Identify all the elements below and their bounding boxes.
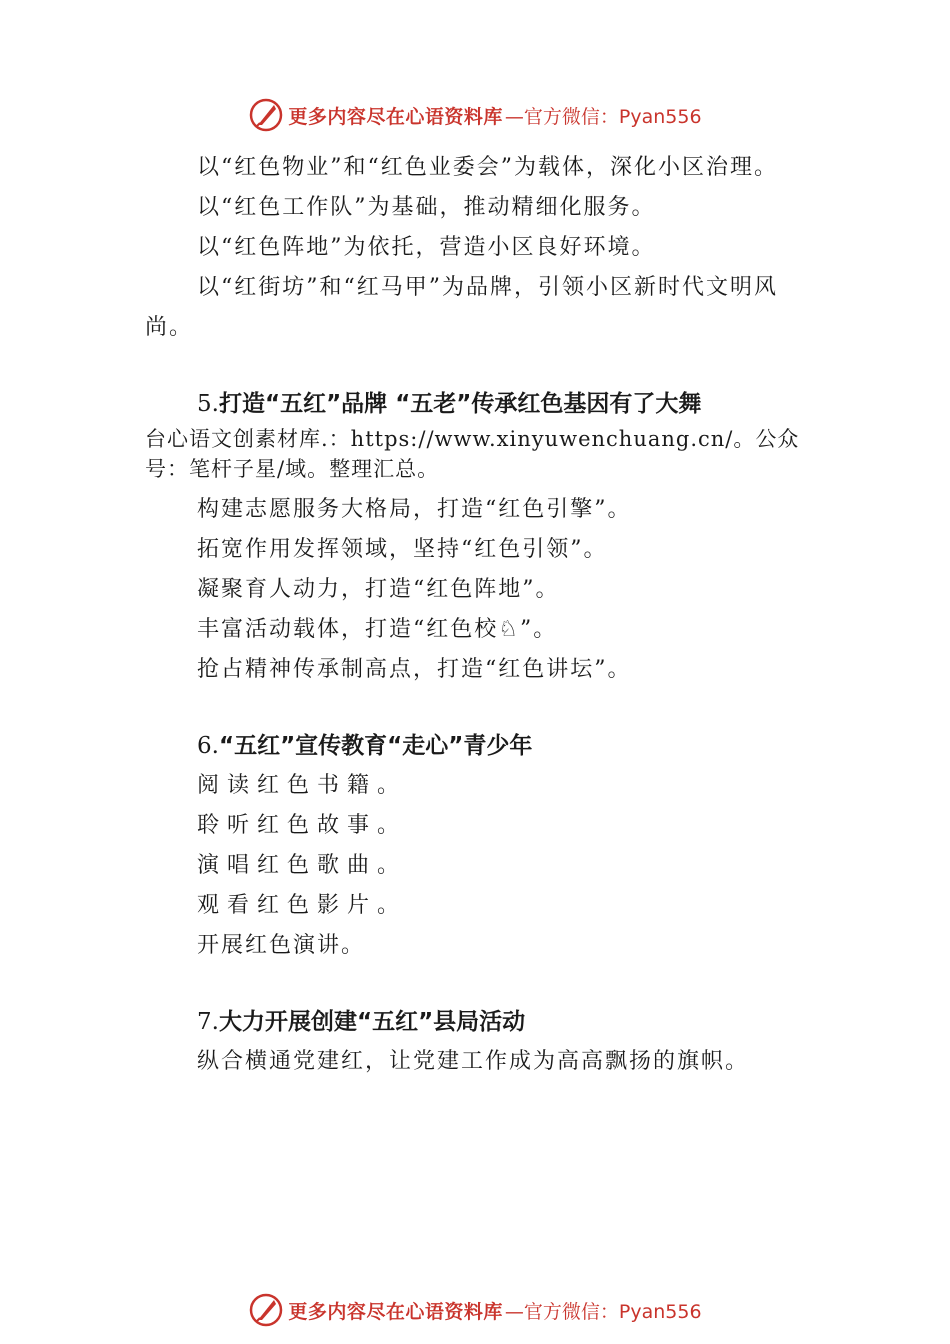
intro-paragraph-3: 以“红色阵地”为依托，营造小区良好环境。 bbox=[197, 235, 656, 260]
section-5-item: 拓宽作用发挥领域，坚持“红色引领”。 bbox=[197, 537, 608, 562]
section-5-item: 抢占精神传承制高点，打造“红色讲坛”。 bbox=[197, 657, 632, 682]
section-5-item: 构建志愿服务大格局，打造“红色引擎”。 bbox=[197, 497, 632, 522]
section-6-number: 6. bbox=[197, 733, 219, 759]
section-6-item: 阅读红色书籍。 bbox=[197, 773, 408, 798]
section-5-item: 凝聚育人动力，打造“红色阵地”。 bbox=[197, 577, 560, 602]
intro-paragraph-4: 以“红街坊”和“红马甲”为品牌，引领小区新时代文明风尚。 bbox=[145, 275, 778, 340]
section-5-title: 打造“五红”品牌 “五老”传承红色基因有了大舞 bbox=[218, 391, 702, 417]
section-7-heading bbox=[145, 1002, 825, 1042]
footer-brand: 更多内容尽在心语资料库 bbox=[288, 1300, 503, 1323]
intro-paragraph-2: 以“红色工作队”为基础，推动精细化服务。 bbox=[197, 195, 656, 220]
section-6-item: 开展红色演讲。 bbox=[197, 933, 366, 958]
section-5-heading bbox=[145, 384, 825, 424]
quill-logo-icon bbox=[248, 1292, 284, 1328]
header-banner bbox=[0, 95, 950, 135]
section-6-item: 演唱红色歌曲。 bbox=[197, 853, 408, 878]
source-note: 台心语文创素材库.：https://www.xinyuwenchuang.cn/。公众号：笔杆子星/域。整理汇总。 bbox=[145, 427, 800, 481]
footer-contact: —官方微信：Pyan556 bbox=[504, 1300, 702, 1323]
section-7-number: 7. bbox=[197, 1009, 219, 1035]
quill-logo-icon bbox=[248, 97, 284, 133]
document-body bbox=[145, 148, 825, 1082]
section-5-item: 丰富活动载体，打造“红色校♘”。 bbox=[197, 617, 558, 642]
header-brand: 更多内容尽在心语资料库 bbox=[288, 105, 503, 128]
header-contact: —官方微信：Pyan556 bbox=[504, 105, 702, 128]
section-5-number: 5. bbox=[197, 391, 219, 417]
section-7-item: 纵合横通党建红，让党建工作成为高高飘扬的旗帜。 bbox=[197, 1049, 750, 1074]
section-6-item: 聆听红色故事。 bbox=[197, 813, 408, 838]
intro-paragraph-1: 以“红色物业”和“红色业委会”为载体，深化小区治理。 bbox=[197, 155, 778, 180]
section-6-title: “五红”宣传教育“走心”青少年 bbox=[218, 733, 533, 759]
section-6-item: 观看红色影片。 bbox=[197, 893, 408, 918]
section-6-heading bbox=[145, 726, 825, 766]
footer-banner bbox=[0, 1290, 950, 1330]
section-7-title: 大力开展创建“五红”县局活动 bbox=[218, 1009, 526, 1035]
